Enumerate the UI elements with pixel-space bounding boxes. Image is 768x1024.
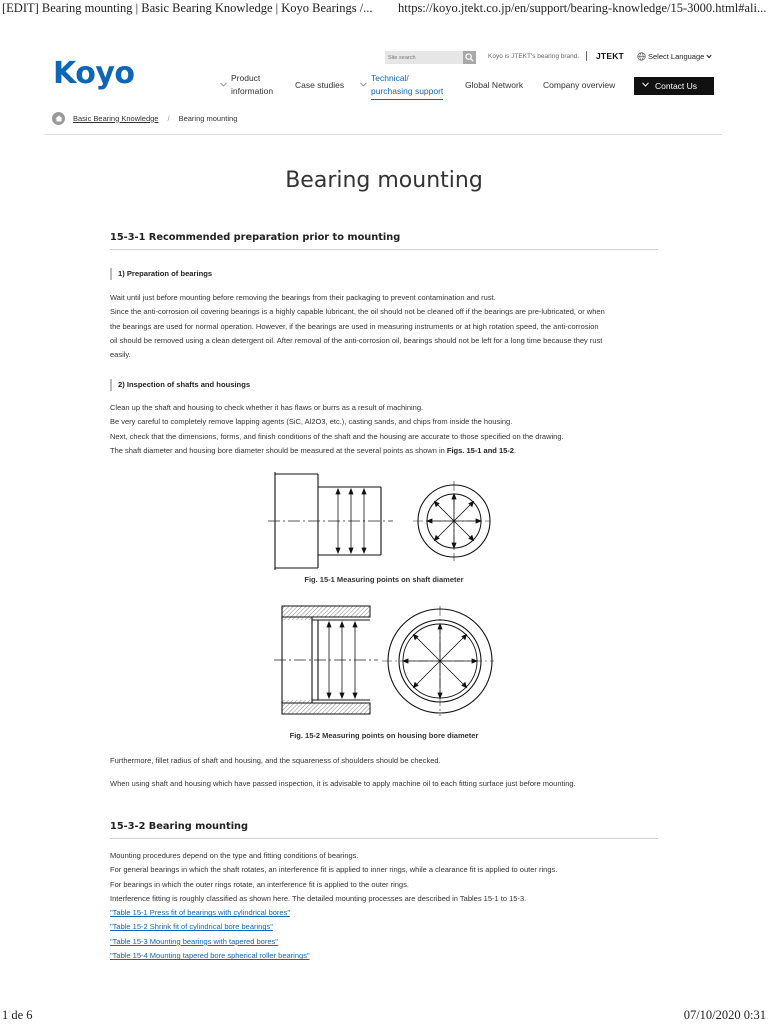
contact-us-button[interactable] <box>634 77 714 95</box>
figure-15-2-caption: Fig. 15-2 Measuring points on housing bore diameter <box>289 731 479 740</box>
print-page-title: [EDIT] Bearing mounting | Basic Bearing Knowledge | Koyo Bearings /... <box>2 1 373 15</box>
nav-global-network[interactable]: Global Network <box>465 80 524 90</box>
print-datetime: 07/10/2020 0:31 <box>683 1008 766 1022</box>
site-search-input[interactable] <box>385 51 463 64</box>
text-line: Interference fitting is roughly classified as shown here. The detailed mounting processes are described in Tables 15-1 to 15-3. <box>110 893 527 903</box>
text-line: Next, check that the dimensions, forms, and finish conditions of the shaft and the housing are accurate to those specified on the drawing. <box>110 431 564 441</box>
nav-technical-chevron-icon <box>360 82 367 87</box>
section-rule <box>110 249 658 250</box>
print-page-number: 1 de 6 <box>2 1008 33 1022</box>
text-line: Mounting procedures depend on the type and fitting conditions of bearings. <box>110 851 359 860</box>
breadcrumb-current: Bearing mounting <box>178 113 238 123</box>
brand-separator <box>586 51 587 61</box>
subheading-preparation-of-bearings: 1) Preparation of bearings <box>110 268 212 280</box>
section-heading-15-3-1: 15-3-1 Recommended preparation prior to mounting <box>110 232 401 243</box>
contact-us-label: Contact Us <box>655 81 698 91</box>
nav-product-line1: Product <box>231 73 261 83</box>
text-line: For bearings in which the outer rings rotate, an interference fit is applied to the outer rings. <box>110 879 409 889</box>
nav-product-chevron-icon <box>220 82 227 87</box>
print-header <box>0 0 768 16</box>
paragraph-inspection-of-shafts <box>110 401 658 458</box>
brand-note: Koyo is JTEKT's bearing brand. <box>488 53 580 60</box>
contact-chevron-icon <box>642 82 649 87</box>
jtekt-logo[interactable]: JTEKT <box>596 51 624 61</box>
text-segment: . <box>513 445 517 455</box>
nav-product-information[interactable] <box>231 72 273 98</box>
globe-icon <box>637 52 646 61</box>
text-segment: The shaft diameter and housing bore diameter should be measured at the several points as shown in <box>110 445 447 455</box>
link-table-15-4[interactable]: "Table 15-4 Mounting tapered bore spherical roller bearings" <box>110 951 310 961</box>
text-line: Since the anti-corrosion oil covering bearings is a highly capable lubricant, the oil should not be cleaned off if the bearings are pre-lubricated, or when <box>110 307 605 317</box>
paragraph-bearing-mounting <box>110 849 658 963</box>
text-line: For general bearings in which the shaft rotates, an interference fit is applied to inner rings, while a clearance fit is applied to outer rings. <box>110 865 558 875</box>
section-rule <box>110 838 658 839</box>
figure-15-2-housing-bore-diameter <box>274 604 494 717</box>
language-selector[interactable] <box>637 52 712 61</box>
nav-company-overview[interactable]: Company overview <box>543 80 616 90</box>
text-line <box>110 444 658 458</box>
paragraph-fillet-radius: Furthermore, fillet radius of shaft and housing, and the squareness of shoulders should be checked. <box>110 756 441 765</box>
language-label: Select Language <box>648 52 705 61</box>
nav-technical-purchasing-support[interactable] <box>371 72 443 100</box>
home-icon[interactable] <box>52 112 65 125</box>
text-line: Be very careful to completely remove lapping agents (SiC, Al2O3, etc.), casting sands, and chips from inside the housing. <box>110 417 513 427</box>
search-icon <box>465 53 474 62</box>
breadcrumb-basic-bearing-knowledge[interactable]: Basic Bearing Knowledge <box>73 113 159 123</box>
chevron-down-icon <box>706 54 712 59</box>
nav-technical-line2: purchasing support <box>371 86 444 96</box>
nav-technical-line1: Technical/ <box>371 73 409 83</box>
paragraph-preparation-of-bearings <box>110 291 658 362</box>
link-table-15-3[interactable]: "Table 15-3 Mounting bearings with tapered bores" <box>110 936 278 946</box>
breadcrumb <box>52 111 237 125</box>
breadcrumb-separator: / <box>167 113 170 123</box>
text-line: the bearings are used for normal operation. However, if the bearings are used in measuring instruments or at high rotation speed, the anti-corrosion <box>110 321 599 331</box>
page-title: Bearing mounting <box>285 168 483 193</box>
nav-product-line2: information <box>231 86 274 96</box>
figure-15-1-caption: Fig. 15-1 Measuring points on shaft diameter <box>304 575 464 584</box>
link-table-15-1[interactable]: "Table 15-1 Press fit of bearings with cylindrical bores" <box>110 908 290 918</box>
search-button[interactable] <box>463 51 476 64</box>
header-divider <box>45 134 722 135</box>
nav-case-studies[interactable]: Case studies <box>295 80 345 90</box>
text-line: easily. <box>110 350 131 360</box>
subheading-inspection-of-shafts: 2) Inspection of shafts and housings <box>110 379 250 391</box>
print-footer <box>0 1006 768 1024</box>
text-line: Clean up the shaft and housing to check whether it has flaws or burrs as a result of machining. <box>110 403 424 412</box>
section-heading-15-3-2: 15-3-2 Bearing mounting <box>110 821 249 832</box>
figure-15-1-shaft-diameter <box>268 470 490 572</box>
print-page-url: https://koyo.jtekt.co.jp/en/support/bearing-knowledge/15-3000.html#ali... <box>398 1 767 15</box>
text-line: oil should be removed using a clean detergent oil. After removal of the anti-corrosion oil, bearings should not be left for a long time because they rust <box>110 335 603 345</box>
figure-reference: Figs. 15-1 and 15-2 <box>446 445 514 455</box>
text-line: Wait until just before mounting before removing the bearings from their packaging to prevent contamination and rust. <box>110 293 496 302</box>
paragraph-machine-oil: When using shaft and housing which have passed inspection, it is advisable to apply machine oil to each fitting surface just before mounting. <box>110 779 576 788</box>
koyo-logo[interactable]: Koyo <box>53 56 135 91</box>
link-table-15-2[interactable]: "Table 15-2 Shrink fit of cylindrical bore bearings" <box>110 922 273 932</box>
